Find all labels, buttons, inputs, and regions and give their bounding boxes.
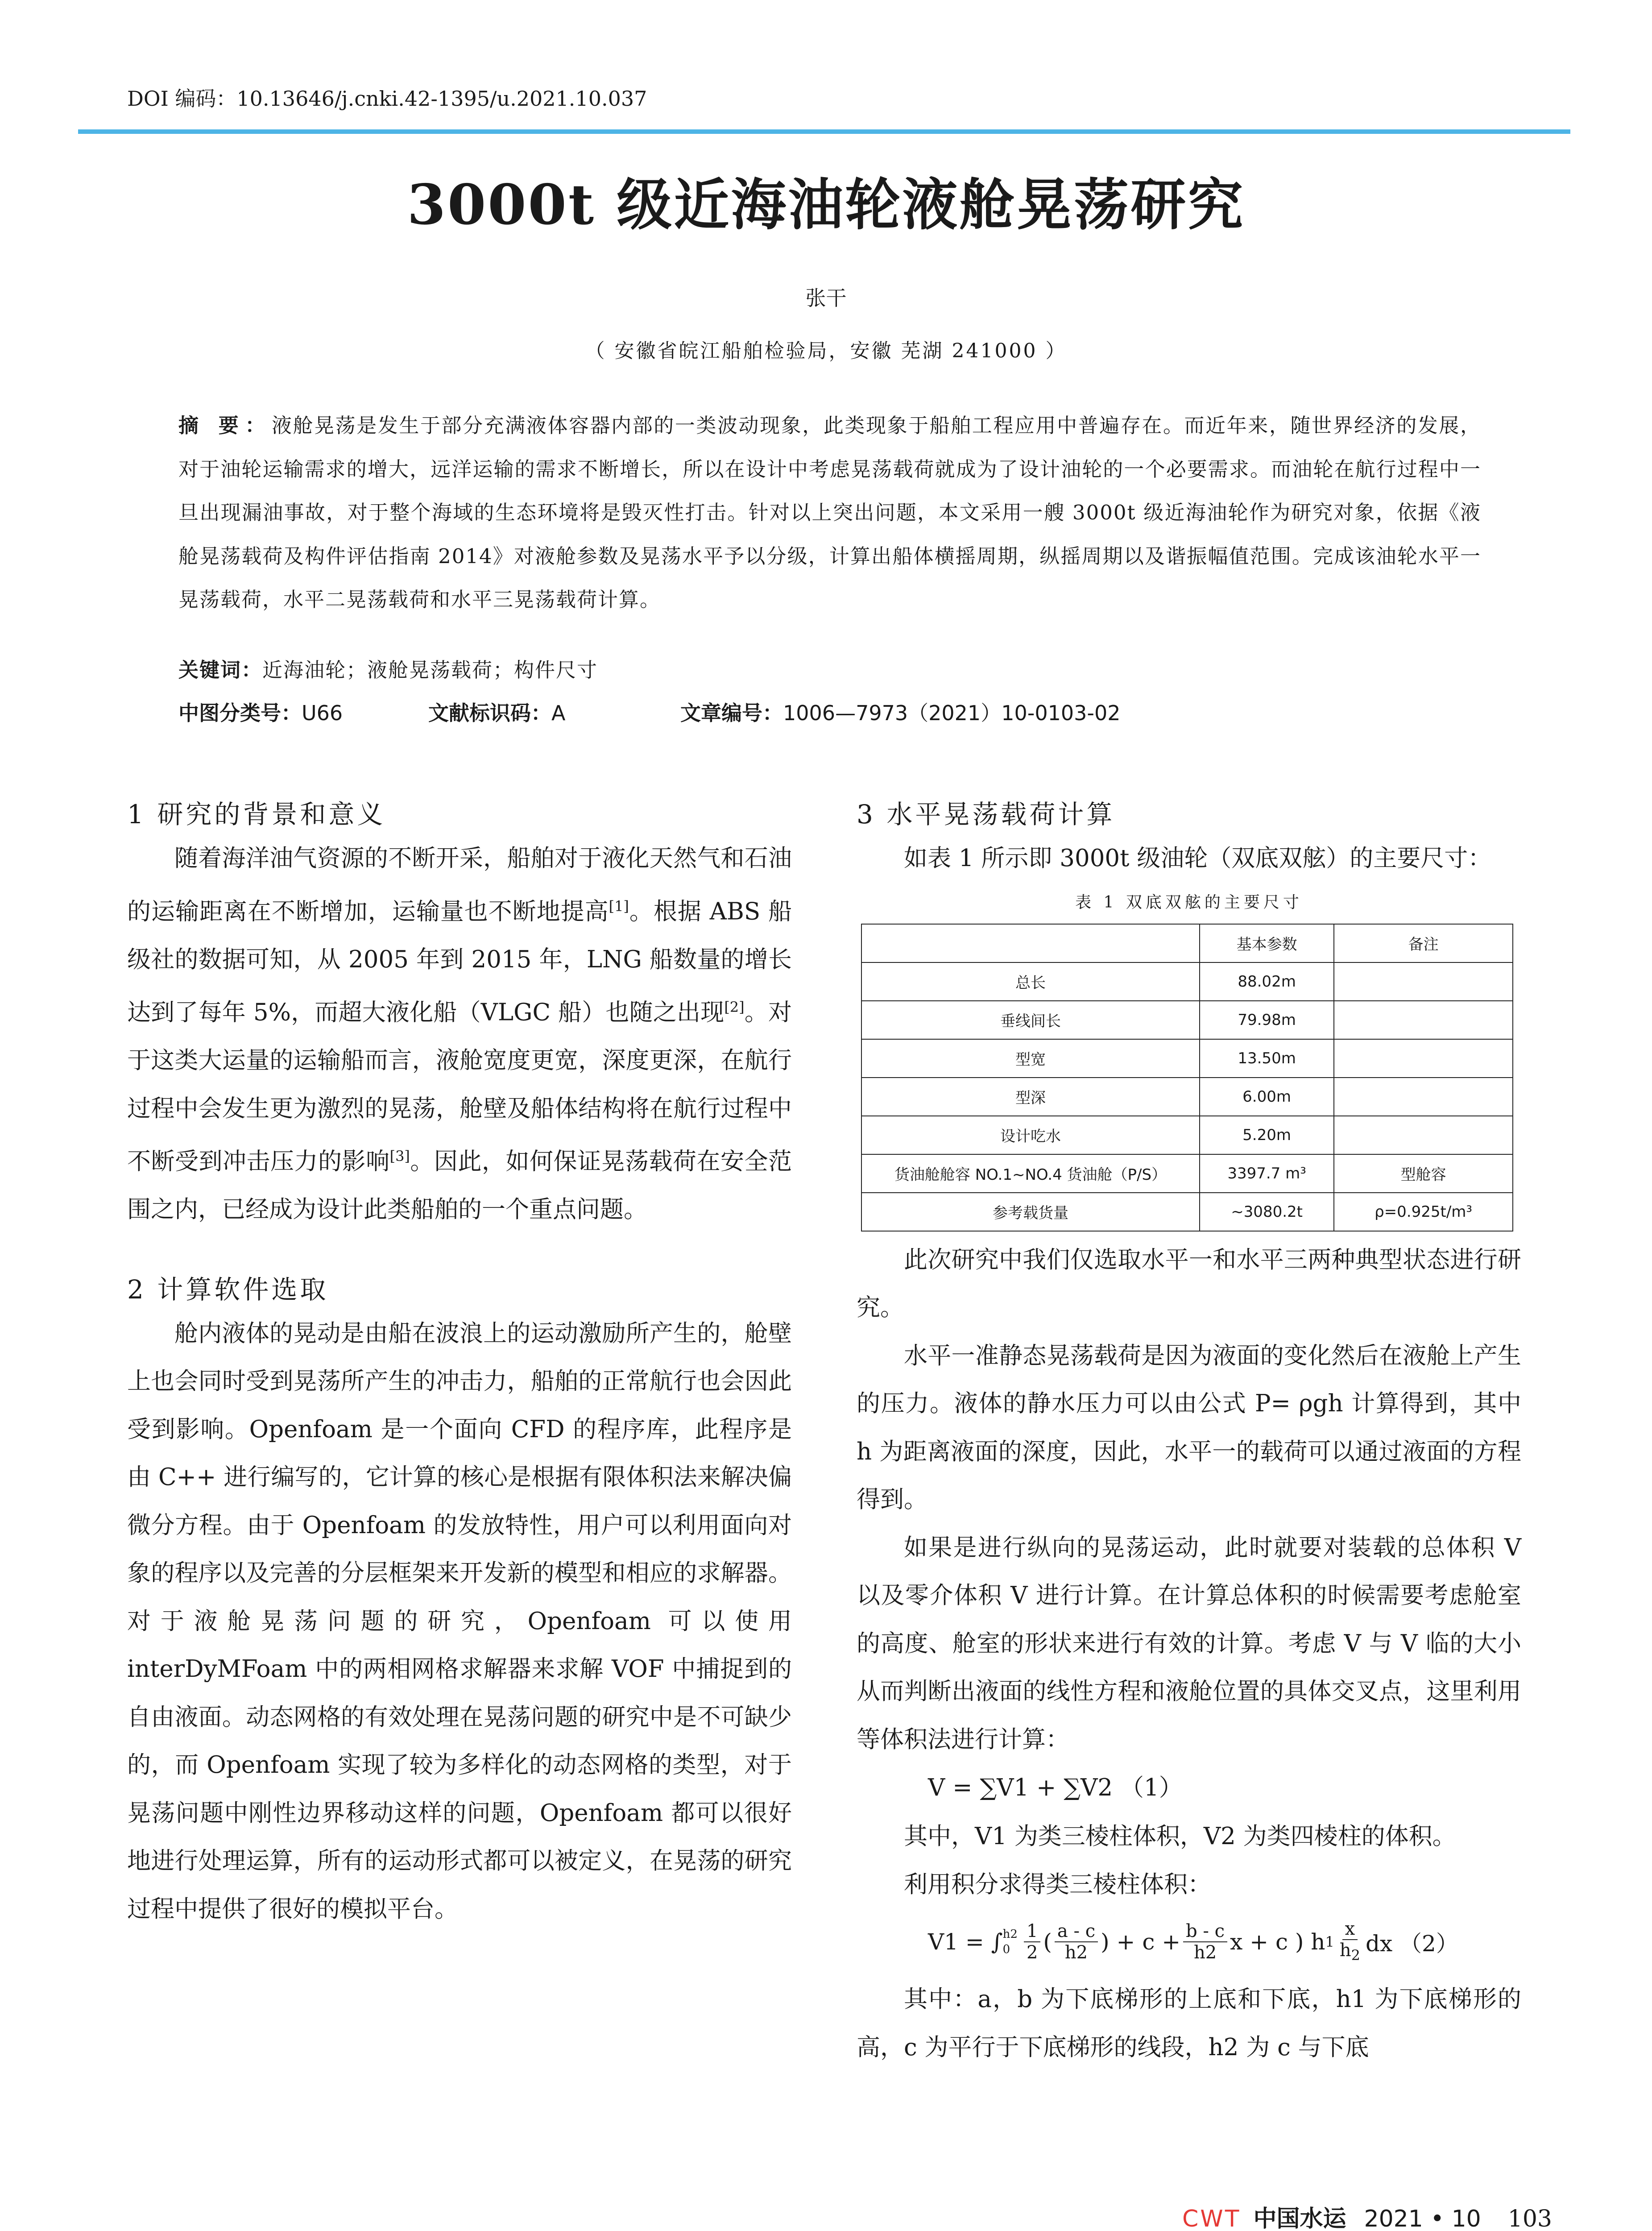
table-cell: 3397.7 m³ xyxy=(1200,1154,1334,1193)
table-cell xyxy=(1334,1039,1513,1078)
table-intro-paragraph: 如表 1 所示即 3000t 级油轮（双底双舷）的主要尺寸： xyxy=(904,845,1492,872)
document-code xyxy=(428,697,565,726)
integral-upper-limit: h2 xyxy=(1002,1928,1018,1941)
journal-brand: CWT xyxy=(1182,2206,1241,2231)
doc-code-value: A xyxy=(551,701,566,725)
table-row xyxy=(861,1039,1513,1078)
table-cell: 13.50m xyxy=(1200,1039,1334,1078)
section-1-paragraph xyxy=(127,834,792,1234)
citation-3: [3] xyxy=(389,1148,410,1165)
integral-limits xyxy=(1003,1927,1018,1957)
page-number: 103 xyxy=(1507,2206,1553,2231)
table-cell: 型舱容 xyxy=(1334,1154,1513,1193)
eq2-middle-1: ) + c + xyxy=(1101,1929,1181,1955)
article-title: 3000t 级近海油轮液舱晃荡研究 xyxy=(407,173,1245,237)
section-1-heading: 1 研究的背景和意义 xyxy=(127,799,386,829)
paragraph-final: 其中：a，b 为下底梯形的上底和下底，h1 为下底梯形的高，c 为平行于下底梯形的线段，h2 为 c 与下底 xyxy=(857,1986,1521,2061)
table-cell: 设计吃水 xyxy=(861,1116,1200,1154)
fraction-a-minus-c xyxy=(1055,1921,1098,1963)
table-header-cell: 备注 xyxy=(1334,924,1513,962)
table-cell: 参考载货量 xyxy=(861,1193,1200,1231)
eq2-h-subscript: 1 xyxy=(1325,1933,1334,1950)
header-rule xyxy=(78,129,1570,134)
denominator-subscript: 2 xyxy=(1351,1946,1360,1964)
doi-line: DOI 编码：10.13646/j.cnki.42-1395/u.2021.10.037 xyxy=(127,87,647,111)
article-no-value: 1006—7973（2021）10-0103-02 xyxy=(783,701,1121,725)
ship-dimensions-table xyxy=(861,924,1513,1232)
table-cell: 79.98m xyxy=(1200,1001,1334,1039)
integral-lower-limit: 0 xyxy=(1002,1943,1010,1956)
fraction-x-over-h2 xyxy=(1337,1919,1363,1966)
table-caption: 表 1 双底双舷的主要尺寸 xyxy=(1075,893,1303,912)
table-row xyxy=(861,1193,1513,1231)
table-cell xyxy=(1334,962,1513,1001)
paragraph-eq1-note: 其中，V1 为类三棱柱体积，V2 为类四棱柱的体积。 xyxy=(904,1823,1456,1850)
right-column xyxy=(857,794,1521,2071)
fraction-denominator xyxy=(1337,1940,1363,1966)
paragraph-integral: 利用积分求得类三棱柱体积： xyxy=(904,1870,1211,1898)
paragraph-level-one: 水平一准静态晃荡载荷是因为液面的变化然后在液舱上产生的压力。液体的静水压力可以由公式 P= ρgh 计算得到，其中 h 为距离液面的深度，因此，水平一的载荷可以通过液面的方程得到。 xyxy=(857,1342,1521,1513)
table-cell: 6.00m xyxy=(1200,1078,1334,1116)
section-2-heading: 2 计算软件选取 xyxy=(127,1274,329,1305)
eq2-open-paren: ( xyxy=(1043,1929,1052,1955)
journal-name: 中国水运 xyxy=(1253,2206,1346,2231)
equation-1: V = ∑V1 + ∑V2 （1） xyxy=(928,1774,1183,1801)
table-cell: ρ=0.925t/m³ xyxy=(1334,1193,1513,1231)
table-row xyxy=(861,1078,1513,1116)
table-row xyxy=(861,1116,1513,1154)
table-header-cell: 基本参数 xyxy=(1200,924,1334,962)
denominator-symbol: h xyxy=(1339,1940,1351,1961)
paragraph-longitudinal: 如果是进行纵向的晃荡运动，此时就要对装载的总体积 V 以及零介体积 V 进行计算。在计算总体积的时候需要考虑舱室的高度、舱室的形状来进行有效的计算。考虑 V 与 V 临的大小从而判断出液面的线性方程和液舱位置的具体交叉点，这里利用等体积法进行计算： xyxy=(857,1534,1521,1753)
affiliation: （ 安徽省皖江船舶检验局，安徽 芜湖 241000 ） xyxy=(585,340,1067,362)
keywords-text: 近海油轮；液舱晃荡载荷；构件尺寸 xyxy=(262,658,598,682)
article-no-label: 文章编号： xyxy=(680,701,783,725)
doc-code-label: 文献标识码： xyxy=(428,701,551,725)
abstract-text: 液舱晃荡是发生于部分充满液体容器内部的一类波动现象，此类现象于船舶工程应用中普遍存在。而近年来，随世界经济的发展，对于油轮运输需求的增大，远洋运输的需求不断增长，所以在设计中考虑晃荡载荷就成为了设计油轮的一个必要需求。而油轮在航行过程中一旦出现漏油事故，对于整个海域的生态环境将是毁灭性打击。针对以上突出问题，本文采用一艘 3000t 级近海油轮作为研究对象，依据《液舱晃荡载荷及构件评估指南 2014》对液舱参数及晃荡水平予以分级，计算出船体横摇周期，纵摇周期以及谐振幅值范围。完成该油轮水平一晃荡载荷，水平二晃荡载荷和水平三晃荡载荷计算。 xyxy=(178,414,1481,611)
article-number xyxy=(680,697,1121,726)
author: 张干 xyxy=(805,286,847,310)
table-cell: 货油舱舱容 NO.1~NO.4 货油舱（P/S） xyxy=(861,1154,1200,1193)
fraction-numerator: b - c xyxy=(1183,1921,1227,1942)
table-cell: 型宽 xyxy=(861,1039,1200,1078)
clc-value: U66 xyxy=(302,701,343,725)
fraction-numerator: x xyxy=(1342,1919,1358,1940)
s1-text-d: 。因此，如何保证晃荡载荷在安全范围之内，已经成为设计此类船舶的一个重点问题。 xyxy=(127,1148,792,1223)
page-footer xyxy=(1182,2200,1552,2231)
section-3-heading: 3 水平晃荡载荷计算 xyxy=(857,799,1115,829)
left-column xyxy=(127,794,792,1933)
fraction-numerator: a - c xyxy=(1055,1921,1098,1942)
fraction-numerator: 1 xyxy=(1024,1921,1040,1942)
equation-2 xyxy=(857,1908,1521,1975)
s1-text-c: 。对于这类大运量的运输船而言，液舱宽度更宽，深度更深，在航行过程中会发生更为激烈的晃荡，舱壁及船体结构将在航行过程中不断受到冲击压力的影响 xyxy=(127,999,792,1175)
s1-text-a: 随着海洋油气资源的不断开采，船舶对于液化天然气和石油的运输距离在不断增加，运输量也不断地提高 xyxy=(127,845,792,925)
issue-date: 2021 • 10 xyxy=(1364,2206,1481,2231)
eq2-tail: dx （2） xyxy=(1365,1931,1458,1957)
eq2-middle-2: x + c ) h xyxy=(1230,1929,1325,1955)
abstract xyxy=(178,404,1481,622)
fraction-half xyxy=(1024,1921,1040,1963)
table-cell: ~3080.2t xyxy=(1200,1193,1334,1231)
table-row xyxy=(861,1001,1513,1039)
table-cell xyxy=(1334,1116,1513,1154)
table-cell xyxy=(1334,1001,1513,1039)
table-row xyxy=(861,962,1513,1001)
table-cell: 型深 xyxy=(861,1078,1200,1116)
keywords xyxy=(178,654,598,683)
section-2-paragraph: 舱内液体的晃动是由船在波浪上的运动激励所产生的，舱壁上也会同时受到晃荡所产生的冲击力，船舶的正常航行也会因此受到影响。Openfoam 是一个面向 CFD 的程序库，此程序是由 C++ 进行编写的，它计算的核心是根据有限体积法来解决偏微分方程。由于 Openfoam 的发放特性，用户可以利用面向对象的程序以及完善的分层框架来开发新的模型和相应的求解器。对于液舱晃荡问题的研究，Openfoam 可以使用 interDyMFoam 中的两相网格求解器来求解 VOF 中捕捉到的自由液面。动态网格的有效处理在晃荡问题的研究中是不可缺少的，而 Openfoam 实现了较为多样化的动态网格的类型，对于晃荡问题中刚性边界移动这样的问题，Openfoam 都可以很好地进行处理运算，所有的运动形式都可以被定义，在晃荡的研究过程中提供了很好的模拟平台。 xyxy=(127,1319,792,1923)
fraction-denominator: h2 xyxy=(1193,1942,1217,1963)
abstract-label: 摘 要： xyxy=(178,414,272,437)
table-header-row xyxy=(861,924,1513,962)
clc-label: 中图分类号： xyxy=(178,701,302,725)
table-cell: 88.02m xyxy=(1200,962,1334,1001)
fraction-b-minus-c xyxy=(1183,1921,1227,1963)
fraction-denominator: 2 xyxy=(1026,1942,1038,1963)
citation-1: [1] xyxy=(609,897,629,915)
keywords-label: 关键词： xyxy=(178,658,263,682)
eq2-lhs: V1 = ∫ xyxy=(928,1929,1003,1955)
table-cell: 5.20m xyxy=(1200,1116,1334,1154)
paragraph-after-table: 此次研究中我们仅选取水平一和水平三两种典型状态进行研究。 xyxy=(857,1246,1521,1321)
clc-number xyxy=(178,697,343,726)
fraction-denominator: h2 xyxy=(1064,1942,1088,1963)
citation-2: [2] xyxy=(724,999,745,1016)
table-cell: 总长 xyxy=(861,962,1200,1001)
table-header-cell xyxy=(861,924,1200,962)
table-row xyxy=(861,1154,1513,1193)
table-cell: 垂线间长 xyxy=(861,1001,1200,1039)
s1-text-b: 。根据 ABS 船级社的数据可知，从 2005 年到 2015 年，LNG 船数量的增长达到了每年 5%，而超大液化船（VLGC 船）也随之出现 xyxy=(127,898,792,1026)
table-cell xyxy=(1334,1078,1513,1116)
